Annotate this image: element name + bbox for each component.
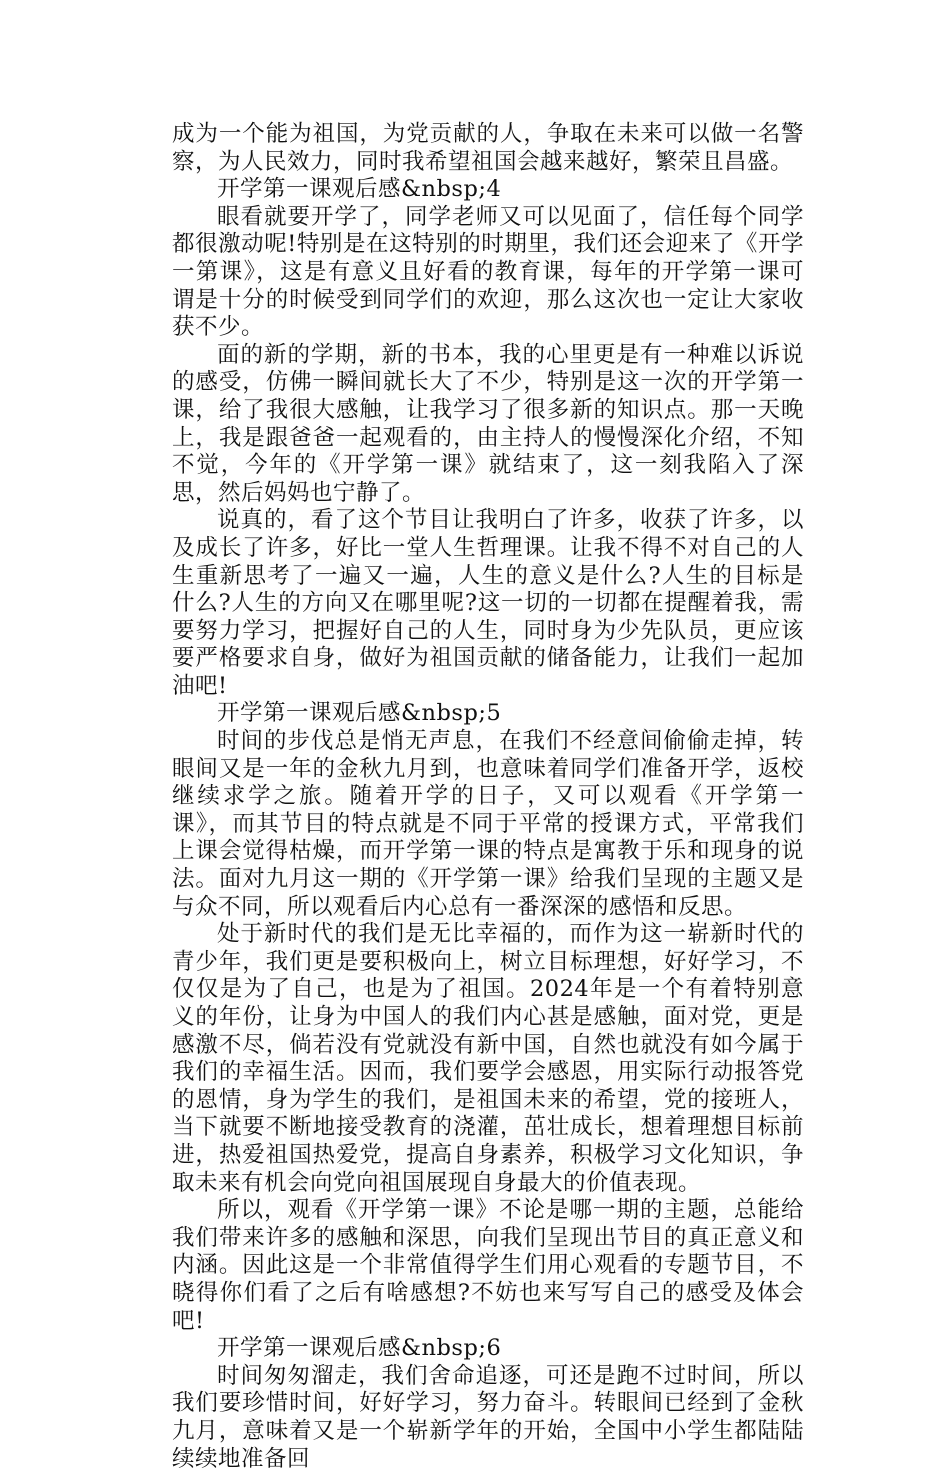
- section-heading: 开学第一课观后感&nbsp;4: [217, 176, 502, 203]
- paragraph: 成为一个能为祖国，为党贡献的人，争取在未来可以做一名警察，为人民效力，同时我希望祖国会越来越好，繁荣且昌盛。: [172, 121, 804, 175]
- paragraph: 眼看就要开学了，同学老师又可以见面了，信任每个同学都很激动呢!特别是在这特别的时期里，我们还会迎来了《开学一第课》，这是有意义且好看的教育课，每年的开学第一课可谓是十分的时候受到同学们的欢迎，那么这次也一定让大家收获不少。: [172, 203, 804, 341]
- paragraph: 说真的，看了这个节目让我明白了许多，收获了许多，以及成长了许多，好比一堂人生哲理课。让我不得不对自己的人生重新思考了一遍又一遍，人生的意义是什么?人生的目标是什么?人生的方向又在哪里呢?这一切的一切都在提醒着我，需要努力学习，把握好自己的人生，同时身为少先队员，更应该要严格要求自身，做好为祖国贡献的储备能力，让我们一起加油吧!: [172, 507, 804, 699]
- paragraph: 面的新的学期，新的书本，我的心里更是有一种难以诉说的感受，仿佛一瞬间就长大了不少，特别是这一次的开学第一课，给了我很大感触，让我学习了很多新的知识点。那一天晚上，我是跟爸爸一起观看的，由主持人的慢慢深化介绍，不知不觉，今年的《开学第一课》就结束了，这一刻我陷入了深思，然后妈妈也宁静了。: [172, 341, 804, 506]
- paragraph: 时间匆匆溜走，我们舍命追逐，可还是跑不过时间，所以我们要珍惜时间，好好学习，努力奋斗。转眼间已经到了金秋九月，意味着又是一个崭新学年的开始，全国中小学生都陆陆续续地准备回: [172, 1362, 804, 1472]
- paragraph: 处于新时代的我们是无比幸福的，而作为这一崭新时代的青少年，我们更是要积极向上，树立目标理想，好好学习，不仅仅是为了自己，也是为了祖国。2024年是一个有着特别意义的年份，让身为中国人的我们内心甚是感触，面对党，更是感激不尽，倘若没有党就没有新中国，自然也就没有如今属于我们的幸福生活。因而，我们要学会感恩，用实际行动报答党的恩情，身为学生的我们，是祖国未来的希望，党的接班人，当下就要不断地接受教育的浇灌，茁壮成长，想着理想目标前进，热爱祖国热爱党，提高自身素养，积极学习文化知识，争取未来有机会向党向祖国展现自身最大的价值表现。: [172, 921, 804, 1196]
- document-body: [172, 121, 804, 1473]
- paragraph: 所以，观看《开学第一课》不论是哪一期的主题，总能给我们带来许多的感触和深思，向我们呈现出节目的真正意义和内涵。因此这是一个非常值得学生们用心观看的专题节目，不晓得你们看了之后有啥感想?不妨也来写写自己的感受及体会吧!: [172, 1197, 804, 1334]
- section-heading: 开学第一课观后感&nbsp;6: [217, 1335, 502, 1362]
- section-heading: 开学第一课观后感&nbsp;5: [217, 700, 502, 727]
- paragraph: 时间的步伐总是悄无声息，在我们不经意间偷偷走掉，转眼间又是一年的金秋九月到，也意味着同学们准备开学，返校继续求学之旅。随着开学的日子，又可以观看《开学第一课》，而其节目的特点就是不同于平常的授课方式，平常我们上课会觉得枯燥，而开学第一课的特点是寓教于乐和现身的说法。面对九月这一期的《开学第一课》给我们呈现的主题又是与众不同，所以观看后内心总有一番深深的感悟和反思。: [172, 728, 804, 920]
